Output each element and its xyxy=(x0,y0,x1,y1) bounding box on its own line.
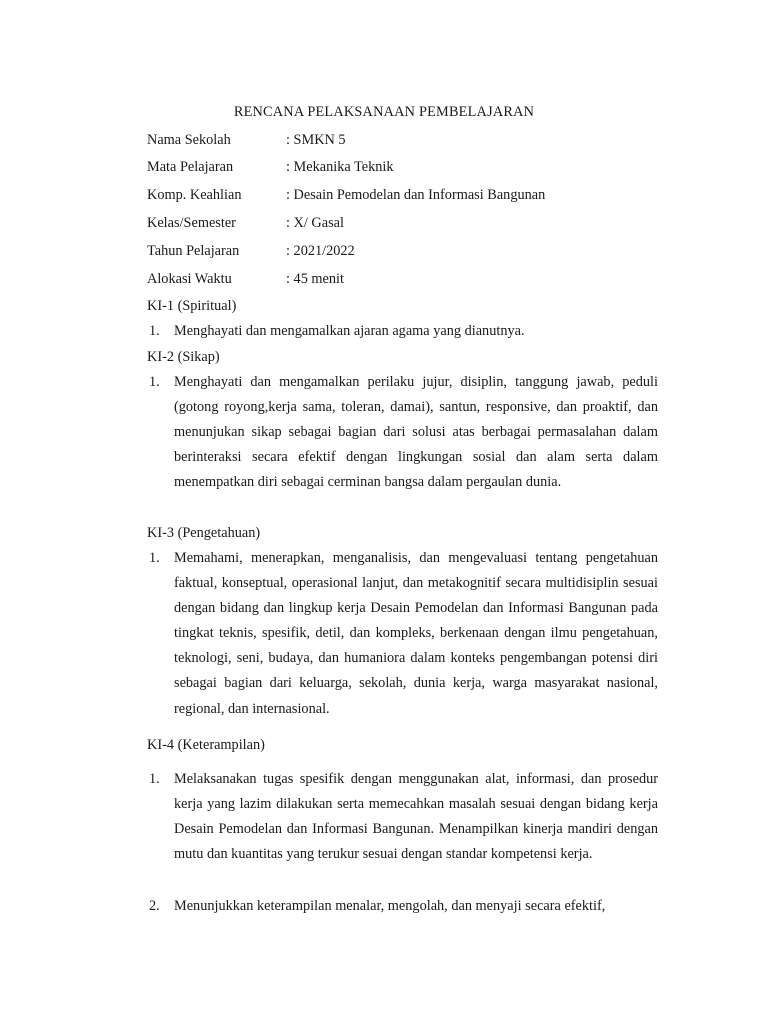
document-title: RENCANA PELAKSANAAN PEMBELAJARAN xyxy=(233,104,535,120)
info-label: Mata Pelajaran xyxy=(147,159,234,175)
info-value: : 2021/2022 xyxy=(286,243,355,259)
info-label: Kelas/Semester xyxy=(147,215,236,231)
list-text: Menghayati dan mengamalkan perilaku jujur, disiplin, tanggung jawab, peduli (gotong royong,kerja sama, toleran, damai), santun, responsive, dan proaktif, dan menunjukan sikap sebagai bagian dari solusi atas berbagai permasalahan dalam berinteraksi secara efektif dengan lingkungan sosial dan alam serta dalam menempatkan diri sebagai cerminan bangsa dalam pergaulan dunia. xyxy=(174,374,658,491)
info-label: Nama Sekolah xyxy=(147,132,231,148)
list-text: Menghayati dan mengamalkan ajaran agama yang dianutnya. xyxy=(174,323,525,339)
info-value: : 45 menit xyxy=(286,271,344,287)
list-number: 1. xyxy=(149,771,160,787)
list-number: 1. xyxy=(149,374,160,390)
info-label: Alokasi Waktu xyxy=(147,271,232,287)
section-heading-ki2: KI-2 (Sikap) xyxy=(147,349,220,365)
list-number: 1. xyxy=(149,323,160,339)
section-heading-ki4: KI-4 (Keterampilan) xyxy=(147,737,265,753)
info-label: Komp. Keahlian xyxy=(147,187,242,203)
list-text: Menunjukkan keterampilan menalar, mengolah, dan menyaji secara efektif, xyxy=(174,898,606,914)
info-value: : Mekanika Teknik xyxy=(286,159,394,175)
section-heading-ki3: KI-3 (Pengetahuan) xyxy=(147,525,261,541)
info-label: Tahun Pelajaran xyxy=(147,243,240,259)
list-number: 1. xyxy=(149,550,160,566)
section-heading-ki1: KI-1 (Spiritual) xyxy=(147,298,237,314)
info-value: : SMKN 5 xyxy=(286,132,346,148)
info-value: : Desain Pemodelan dan Informasi Bangunan xyxy=(286,187,546,203)
list-text: Memahami, menerapkan, menganalisis, dan mengevaluasi tentang pengetahuan faktual, konseptual, operasional lanjut, dan metakognitif secara multidisiplin sesuai dengan bidang dan lingkup kerja Desain Pemodelan dan Informasi Bangunan pada tingkat teknis, spesifik, detil, dan kompleks, berkenaan dengan ilmu pengetahuan, teknologi, seni, budaya, dan humaniora dalam konteks pengembangan potensi diri sebagai bagian dari keluarga, sekolah, dunia kerja, warga masyarakat nasional, regional, dan internasional. xyxy=(174,550,658,717)
info-value: : X/ Gasal xyxy=(286,215,344,231)
list-number: 2. xyxy=(149,898,160,914)
list-text: Melaksanakan tugas spesifik dengan menggunakan alat, informasi, dan prosedur kerja yang lazim dilakukan serta memecahkan masalah sesuai dengan bidang kerja Desain Pemodelan dan Informasi Bangunan. Menampilkan kinerja mandiri dengan mutu dan kuantitas yang terukur sesuai dengan standar kompetensi kerja. xyxy=(174,771,658,863)
